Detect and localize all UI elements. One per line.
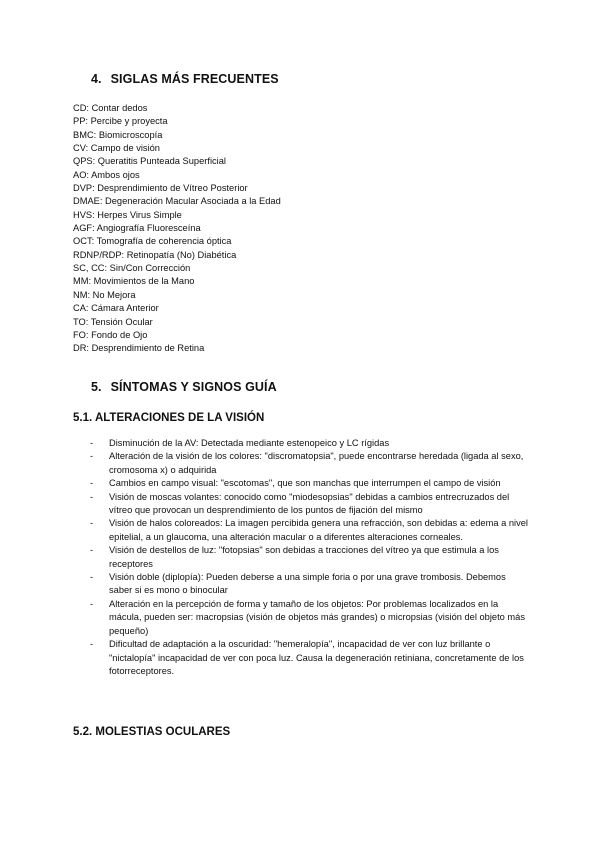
list-item: BMC: Biomicroscopía — [73, 129, 163, 140]
list-item: - Dificultad de adaptación a la oscuridad: "hemeralopía", incapacidad de ver con luz brillante o "nictalopía" incapacidad de ver con poca luz. Causa la degeneración retiniana, concretamente de los fotorreceptores. — [90, 638, 530, 678]
vision-alterations-list — [90, 437, 530, 678]
list-item: SC, CC: Sin/Con Corrección — [73, 263, 191, 274]
list-item: DR: Desprendimiento de Retina — [73, 343, 205, 354]
list-item: CV: Campo de visión — [73, 143, 160, 154]
list-item: MM: Movimientos de la Mano — [73, 276, 195, 287]
section-5-heading — [91, 380, 277, 394]
list-item: AO: Ambos ojos — [73, 169, 140, 180]
list-item: CA: Cámara Anterior — [73, 303, 159, 314]
list-item: OCT: Tomografía de coherencia óptica — [73, 236, 232, 247]
list-item: TO: Tensión Ocular — [73, 316, 153, 327]
list-item: AGF: Angiografía Fluoresceína — [73, 223, 201, 234]
subsection-5-2-heading: 5.2. MOLESTIAS OCULARES — [73, 726, 231, 738]
section-4-title: SIGLAS MÁS FRECUENTES — [110, 72, 279, 86]
subsection-5-1-heading: 5.1. ALTERACIONES DE LA VISIÓN — [73, 412, 265, 424]
list-item: - Disminución de la AV: Detectada mediante estenopeico y LC rígidas — [90, 437, 530, 450]
list-item: - Alteración en la percepción de forma y tamaño de los objetos: Por problemas localizados en la mácula, pueden ser: macropsias (visión de objetos más grandes) o micropsias (visión del objeto más pequeño) — [90, 598, 530, 638]
list-item: - Visión doble (diplopía): Pueden deberse a una simple foria o por una grave trombosis. Debemos saber si es mono o binocular — [90, 571, 530, 598]
list-item: RDNP/RDP: Retinopatía (No) Diabética — [73, 249, 237, 260]
list-item: CD: Contar dedos — [73, 103, 148, 113]
section-5-number: 5. — [91, 380, 102, 394]
list-item: QPS: Queratitis Punteada Superficial — [73, 156, 226, 167]
section-5-title: SÍNTOMAS Y SIGNOS GUÍA — [110, 380, 277, 394]
list-item: PP: Percibe y proyecta — [73, 116, 168, 127]
list-item: - Visión de halos coloreados: La imagen percibida genera una refracción, son debidas a: edema a nivel epitelial, a un glaucoma, una alteración macular o a diferentes alteraciones corneales. — [90, 517, 530, 544]
list-item: HVS: Herpes Virus Simple — [73, 209, 182, 220]
abbreviations-list — [73, 102, 281, 356]
section-4-number: 4. — [91, 72, 102, 86]
list-item: NM: No Mejora — [73, 289, 136, 300]
list-item: - Cambios en campo visual: "escotomas", que son manchas que interrumpen el campo de visión — [90, 477, 530, 490]
list-item: - Visión de moscas volantes: conocido como "miodesopsias" debidas a cambios entrecruzados del vítreo que provocan un desprendimiento de los puntos de fijación del mismo — [90, 491, 530, 518]
section-4-heading — [91, 72, 279, 86]
list-item: FO: Fondo de Ojo — [73, 329, 148, 340]
list-item: DVP: Desprendimiento de Vítreo Posterior — [73, 183, 248, 194]
list-item: - Alteración de la visión de los colores: "discromatopsia", puede encontrarse heredada (ligada al sexo, cromosoma x) o adquirida — [90, 450, 530, 477]
list-item: - Visión de destellos de luz: "fotopsias" son debidas a tracciones del vítreo ya que estimula a los receptores — [90, 544, 530, 571]
list-item: DMAE: Degeneración Macular Asociada a la Edad — [73, 196, 281, 207]
